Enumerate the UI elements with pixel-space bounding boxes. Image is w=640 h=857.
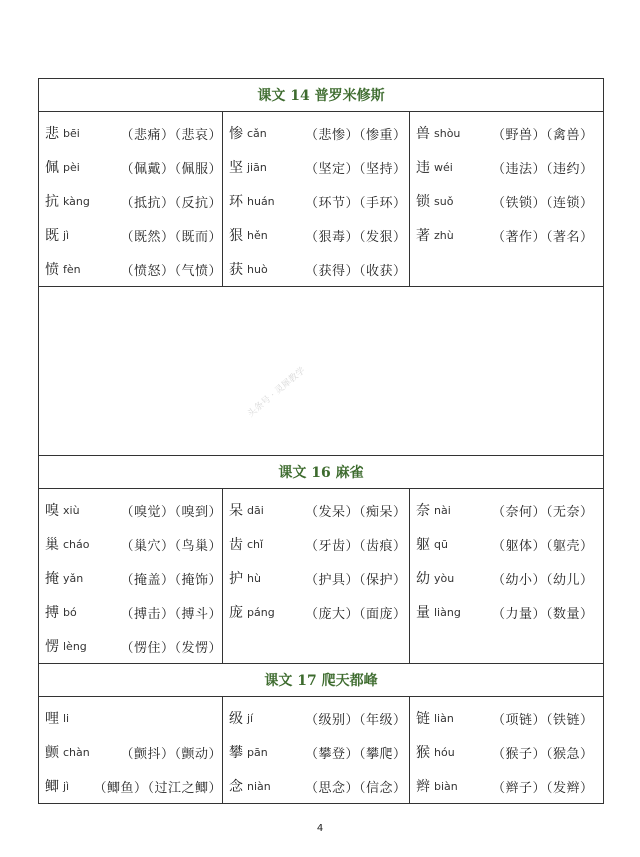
- vocab-words: （狠毒）（发狠）: [305, 229, 407, 245]
- vocab-words: （悲惨）（惨重）: [305, 127, 407, 143]
- vocab-pinyin: li: [63, 711, 70, 725]
- vocab-character: 狠: [229, 228, 243, 244]
- lesson-16-title: 课文 16 麻雀: [39, 456, 603, 489]
- vocab-character: 掩: [45, 571, 59, 587]
- lesson-16-grid: [39, 489, 603, 664]
- vocab-words: （辫子）（发辫）: [492, 780, 594, 796]
- vocab-pinyin: jí: [247, 711, 254, 725]
- vocab-pinyin: shòu: [434, 126, 461, 140]
- vocab-pinyin: pān: [247, 745, 268, 759]
- vocab-words: （力量）（数量）: [492, 606, 594, 622]
- vocab-pinyin: páng: [247, 605, 275, 619]
- vocab-entry: [416, 150, 603, 184]
- lesson-17-column-1: [39, 697, 222, 803]
- vocab-character: 惨: [229, 126, 243, 142]
- vocab-pinyin: jì: [63, 228, 70, 242]
- vocab-character: 佩: [45, 160, 59, 176]
- vocab-pinyin: cháo: [63, 537, 90, 551]
- vocab-pinyin: bó: [63, 605, 77, 619]
- vocab-character: 兽: [416, 126, 430, 142]
- vocab-character: 违: [416, 160, 430, 176]
- vocab-character: 著: [416, 228, 430, 244]
- vocab-pinyin: qū: [434, 537, 448, 551]
- vocab-entry: [416, 595, 603, 629]
- vocab-pinyin: liàn: [434, 711, 454, 725]
- vocab-entry: [45, 184, 222, 218]
- vocab-entry: [229, 218, 409, 252]
- vocab-words: （思念）（信念）: [305, 780, 407, 796]
- vocab-pinyin: fèn: [63, 262, 81, 276]
- vocab-character: 躯: [416, 537, 430, 553]
- vocab-pinyin: liàng: [434, 605, 461, 619]
- vocab-words: （躯体）（躯壳）: [492, 538, 594, 554]
- vocab-character: 愣: [45, 639, 59, 655]
- vocab-entry: [45, 150, 222, 184]
- vocab-entry: [45, 561, 222, 595]
- vocab-character: 颤: [45, 745, 59, 761]
- vocab-pinyin: wéi: [434, 160, 453, 174]
- vocab-character: 辫: [416, 779, 430, 795]
- vocab-words: （愤怒）（气愤）: [120, 263, 222, 279]
- vocab-entry: [229, 735, 409, 769]
- vocab-entry: [45, 218, 222, 252]
- vocab-words: （嗅觉）（嗅到）: [120, 504, 222, 520]
- vocab-entry: [229, 769, 409, 803]
- vocab-words: （鲫鱼）（过江之鲫）: [93, 780, 222, 796]
- vocab-entry: [229, 527, 409, 561]
- vocab-character: 巢: [45, 537, 59, 553]
- vocab-words: （幼小）（幼儿）: [492, 572, 594, 588]
- vocab-words: （著作）（著名）: [492, 229, 594, 245]
- lesson-17-grid: [39, 697, 603, 803]
- vocab-character: 念: [229, 779, 243, 795]
- vocab-words: （奈何）（无奈）: [492, 504, 594, 520]
- vocab-pinyin: yòu: [434, 571, 455, 585]
- vocab-pinyin: hóu: [434, 745, 455, 759]
- vocab-pinyin: hù: [247, 571, 261, 585]
- vocab-character: 嗅: [45, 503, 59, 519]
- vocab-character: 护: [229, 571, 243, 587]
- vocab-entry: [45, 735, 222, 769]
- vocab-character: 攀: [229, 745, 243, 761]
- vocab-words: （愣住）（发愣）: [120, 640, 222, 656]
- vocab-words: （发呆）（痴呆）: [305, 504, 407, 520]
- vocab-pinyin: jiān: [247, 160, 267, 174]
- vocab-entry: [416, 735, 603, 769]
- vocab-entry: [45, 527, 222, 561]
- vocab-entry: [45, 595, 222, 629]
- vocab-entry: [229, 252, 409, 286]
- vocabulary-table: [38, 78, 604, 804]
- vocab-character: 猴: [416, 745, 430, 761]
- vocab-words: （抵抗）（反抗）: [120, 195, 222, 211]
- vocab-pinyin: xiù: [63, 503, 80, 517]
- vocab-entry: [416, 116, 603, 150]
- vocab-entry: [45, 701, 222, 735]
- vocab-words: （巢穴）（鸟巢）: [120, 538, 222, 554]
- vocab-character: 获: [229, 262, 243, 278]
- vocab-words: （获得）（收获）: [305, 263, 407, 279]
- vocab-entry: [416, 769, 603, 803]
- vocab-words: （猴子）（猴急）: [492, 746, 594, 762]
- vocab-entry: [416, 493, 603, 527]
- lesson-17-column-2: [222, 697, 409, 803]
- vocab-entry: [416, 184, 603, 218]
- lesson-14-column-3: [409, 112, 603, 286]
- vocab-entry: [416, 527, 603, 561]
- vocab-words: （坚定）（坚持）: [305, 161, 407, 177]
- vocab-character: 坚: [229, 160, 243, 176]
- vocab-character: 量: [416, 605, 430, 621]
- vocab-words: （庞大）（面庞）: [305, 606, 407, 622]
- vocab-entry: [45, 116, 222, 150]
- vocab-words: （级别）（年级）: [305, 712, 407, 728]
- vocab-character: 齿: [229, 537, 243, 553]
- vocab-pinyin: suǒ: [434, 194, 454, 208]
- vocab-character: 幼: [416, 571, 430, 587]
- vocab-pinyin: lèng: [63, 639, 87, 653]
- vocab-entry: [229, 561, 409, 595]
- vocab-pinyin: yǎn: [63, 571, 84, 585]
- vocab-pinyin: niàn: [247, 779, 271, 793]
- vocab-entry: [45, 493, 222, 527]
- vocab-character: 环: [229, 194, 243, 210]
- vocab-words: （铁锁）（连锁）: [492, 195, 594, 211]
- lesson-17-title: 课文 17 爬天都峰: [39, 664, 603, 697]
- vocab-pinyin: kàng: [63, 194, 90, 208]
- vocab-pinyin: cǎn: [247, 126, 267, 140]
- vocab-character: 呆: [229, 503, 243, 519]
- vocab-pinyin: huò: [247, 262, 268, 276]
- page-number: 4: [316, 823, 324, 834]
- vocab-pinyin: zhù: [434, 228, 454, 242]
- lesson-14-column-1: [39, 112, 222, 286]
- vocab-entry: [45, 769, 222, 803]
- vocab-words: （违法）（违约）: [492, 161, 594, 177]
- vocab-character: 级: [229, 711, 243, 727]
- vocab-pinyin: nài: [434, 503, 451, 517]
- vocab-entry: [416, 218, 603, 252]
- vocab-character: 庞: [229, 605, 243, 621]
- vocab-words: （项链）（铁链）: [492, 712, 594, 728]
- vocab-words: （佩戴）（佩服）: [120, 161, 222, 177]
- vocab-words: （牙齿）（齿痕）: [305, 538, 407, 554]
- vocab-pinyin: bēi: [63, 126, 80, 140]
- vocab-pinyin: pèi: [63, 160, 80, 174]
- lesson-16-column-3: [409, 489, 603, 663]
- vocab-entry: [416, 561, 603, 595]
- vocab-pinyin: jì: [63, 779, 70, 793]
- vocab-character: 愤: [45, 262, 59, 278]
- vocab-entry: [229, 184, 409, 218]
- watermark: 头条号 · 灵犀教学: [246, 365, 308, 420]
- vocab-character: 搏: [45, 605, 59, 621]
- lesson-16-column-1: [39, 489, 222, 663]
- vocab-entry: [229, 701, 409, 735]
- vocab-words: （悲痛）（悲哀）: [120, 127, 222, 143]
- vocab-words: （环节）（手环）: [305, 195, 407, 211]
- vocab-character: 既: [45, 228, 59, 244]
- lesson-14-column-2: [222, 112, 409, 286]
- lesson-16-column-2: [222, 489, 409, 663]
- vocab-character: 锁: [416, 194, 430, 210]
- blank-area: [39, 287, 603, 456]
- vocab-entry: [416, 701, 603, 735]
- vocab-entry: [229, 116, 409, 150]
- vocab-words: （野兽）（禽兽）: [492, 127, 594, 143]
- vocab-character: 链: [416, 711, 430, 727]
- lesson-14-title: 课文 14 普罗米修斯: [39, 79, 603, 112]
- vocab-words: （颤抖）（颤动）: [120, 746, 222, 762]
- vocab-words: （既然）（既而）: [120, 229, 222, 245]
- vocab-entry: [229, 150, 409, 184]
- vocab-pinyin: chǐ: [247, 537, 264, 551]
- vocab-character: 抗: [45, 194, 59, 210]
- vocab-pinyin: dāi: [247, 503, 264, 517]
- lesson-17-column-3: [409, 697, 603, 803]
- vocab-words: （搏击）（搏斗）: [120, 606, 222, 622]
- vocab-character: 悲: [45, 126, 59, 142]
- vocab-pinyin: hěn: [247, 228, 268, 242]
- vocab-pinyin: huán: [247, 194, 275, 208]
- vocab-words: （护具）（保护）: [305, 572, 407, 588]
- vocab-entry: [229, 493, 409, 527]
- vocab-words: （掩盖）（掩饰）: [120, 572, 222, 588]
- vocab-entry: [45, 629, 222, 663]
- lesson-14-grid: [39, 112, 603, 287]
- vocab-character: 鲫: [45, 779, 59, 795]
- vocab-pinyin: chàn: [63, 745, 90, 759]
- vocab-pinyin: biàn: [434, 779, 458, 793]
- vocab-entry: [229, 595, 409, 629]
- vocab-entry: [45, 252, 222, 286]
- vocab-character: 哩: [45, 711, 59, 727]
- vocab-words: （攀登）（攀爬）: [305, 746, 407, 762]
- vocab-character: 奈: [416, 503, 430, 519]
